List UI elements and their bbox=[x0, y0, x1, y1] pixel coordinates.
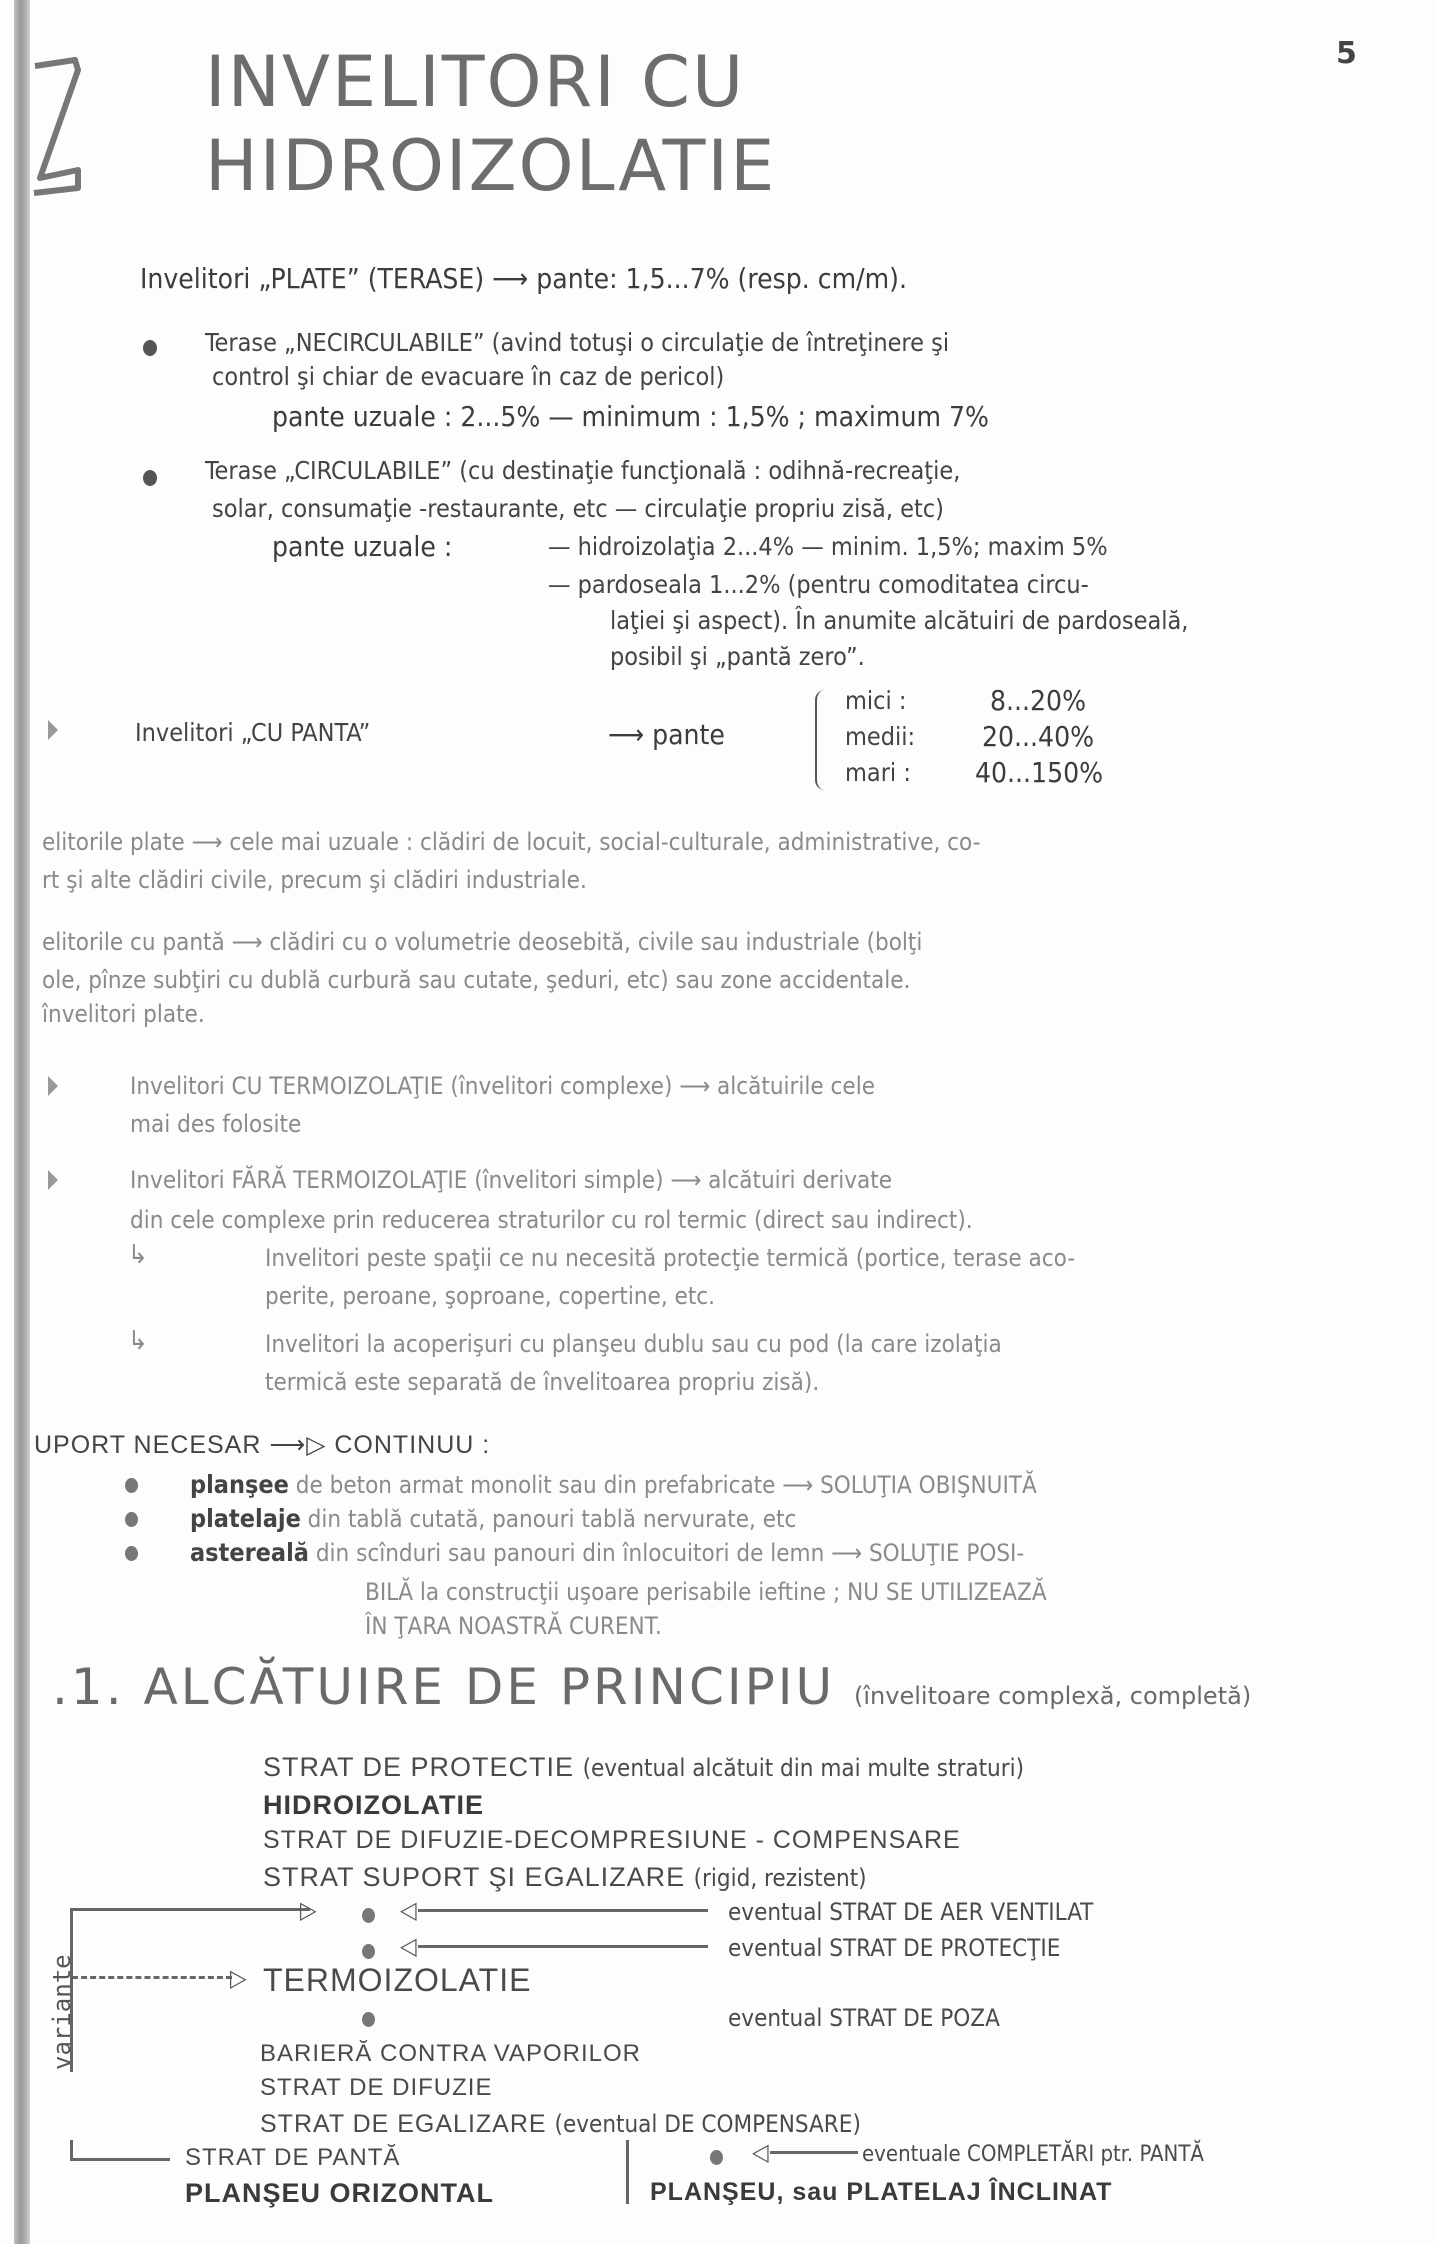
usage-panta-line2: ole, pînze subţiri cu dublă curbură sau cutate, şeduri, etc) sau zone accidentale. bbox=[42, 966, 911, 994]
divider-line bbox=[626, 2140, 629, 2204]
variant-dashed-line bbox=[72, 1976, 232, 1979]
range-value: 40...150% bbox=[975, 756, 1104, 789]
pointer-line bbox=[418, 1909, 708, 1912]
layer-panta: STRAT DE PANTĂ bbox=[185, 2144, 401, 2171]
bullet-icon bbox=[362, 1944, 375, 1959]
necirculabile-line1: Terase „NECIRCULABILE” (avind totuşi o circulaţie de întreţinere şi bbox=[205, 328, 950, 357]
circulabile-slopes-label: pante uzuale : bbox=[272, 530, 453, 563]
section-number: .1. bbox=[52, 1658, 125, 1716]
bullet-icon bbox=[125, 1546, 138, 1561]
arrow-right-icon: ▷ bbox=[300, 1896, 317, 1924]
bullet-icon bbox=[143, 340, 157, 356]
bullet-icon bbox=[143, 470, 157, 486]
pointer-line bbox=[770, 2151, 858, 2154]
bullet-icon bbox=[362, 1908, 375, 1923]
variant-bracket-top bbox=[70, 1908, 310, 1911]
chapter-number-outline bbox=[30, 48, 82, 198]
bullet-icon bbox=[710, 2150, 723, 2165]
layer-difuzie-decompresiune: STRAT DE DIFUZIE-DECOMPRESIUNE - COMPENSARE bbox=[263, 1826, 961, 1854]
layer-egalizare bbox=[260, 2110, 861, 2139]
suport-item-text: de beton armat monolit sau din prefabricate ⟶ SOLUŢIA OBIŞNUITĂ bbox=[288, 1471, 1037, 1499]
panta-label: Invelitori „CU PANTA” bbox=[135, 718, 371, 747]
bullet-icon bbox=[125, 1478, 138, 1493]
layer-planseu-orizontal: PLANŞEU ORIZONTAL bbox=[185, 2178, 494, 2208]
suport-heading-continuu: CONTINUU : bbox=[334, 1431, 491, 1459]
termo-fara-line2: din cele complexe prin reducerea straturilor cu rol termic (direct sau indirect). bbox=[130, 1206, 973, 1234]
section-heading bbox=[52, 1658, 1251, 1716]
suport-item-term: platelaje bbox=[190, 1504, 301, 1533]
variant-bracket-bottom bbox=[70, 2158, 170, 2161]
range-name: mici : bbox=[845, 686, 907, 715]
circulabile-note-line1: laţiei şi aspect). În anumite alcătuiri de pardoseală, bbox=[610, 606, 1189, 635]
termo-sub1-line2: perite, peroane, şoproane, copertine, etc. bbox=[265, 1282, 716, 1310]
page-title bbox=[205, 40, 776, 208]
usage-plate-line1: elitorile plate ⟶ cele mai uzuale : clădiri de locuit, social-culturale, administrative, co- bbox=[42, 828, 981, 856]
layer-note: (eventual DE COMPENSARE) bbox=[554, 2110, 861, 2138]
plate-heading: Invelitori „PLATE” (TERASE) ⟶ pante: 1,5...7% (resp. cm/m). bbox=[140, 262, 907, 295]
layer-bariera-vapori: BARIERĂ CONTRA VAPORILOR bbox=[260, 2040, 641, 2067]
range-name: mari : bbox=[845, 758, 911, 787]
variante-label: variante bbox=[48, 1954, 76, 2070]
suport-heading bbox=[34, 1430, 490, 1460]
section-marker-icon bbox=[48, 1170, 58, 1190]
arrow-left-icon: ◁ bbox=[752, 2138, 769, 2166]
necirculabile-line2: control şi chiar de evacuare în caz de pericol) bbox=[212, 362, 725, 391]
usage-panta-line1: elitorile cu pantă ⟶ clădiri cu o volumetrie deosebită, civile sau industriale (bolţi bbox=[42, 928, 923, 956]
page-number: 5 bbox=[1336, 36, 1357, 71]
layer-planseu-inclinat: PLANŞEU, sau PLATELAJ ÎNCLINAT bbox=[650, 2178, 1113, 2206]
hook-arrow-icon: ↳ bbox=[128, 1240, 148, 1270]
layer-suport-egalizare bbox=[263, 1862, 867, 1893]
range-value: 8...20% bbox=[990, 684, 1087, 717]
suport-item bbox=[190, 1470, 1037, 1499]
termo-sub2-line2: termică este separată de învelitoarea propriu zisă). bbox=[265, 1368, 820, 1396]
layer-label: STRAT DE EGALIZARE bbox=[260, 2110, 547, 2138]
circulabile-line1: Terase „CIRCULABILE” (cu destinaţie funcţională : odihnă-recreaţie, bbox=[205, 456, 961, 485]
circulabile-slope-pardoseala: — pardoseala 1...2% (pentru comoditatea circu- bbox=[548, 570, 1089, 599]
termo-fara-line1: Invelitori FĂRĂ TERMOIZOLAŢIE (învelitori simple) ⟶ alcătuiri derivate bbox=[130, 1166, 893, 1194]
termo-sub2-line1: Invelitori la acoperişuri cu planşeu dublu sau cu pod (la care izolaţia bbox=[265, 1330, 1002, 1358]
layer-note: (eventual alcătuit din mai multe straturi) bbox=[582, 1754, 1025, 1782]
section-marker-icon bbox=[48, 720, 58, 740]
arrow-left-icon: ◁ bbox=[400, 1896, 417, 1924]
circulabile-slope-hidro: — hidroizolaţia 2...4% — minim. 1,5%; maxim 5% bbox=[548, 532, 1108, 561]
layer-hidroizolatie: HIDROIZOLATIE bbox=[263, 1790, 484, 1820]
layer-label: STRAT DE PROTECTIE bbox=[263, 1752, 575, 1782]
usage-panta-line3: învelitori plate. bbox=[42, 1000, 205, 1028]
layer-note: (rigid, rezistent) bbox=[693, 1864, 867, 1892]
layer-protectie bbox=[263, 1752, 1024, 1783]
arrow-right-icon: ▷ bbox=[230, 1964, 247, 1992]
brace-icon bbox=[815, 690, 831, 790]
termo-cu-line2: mai des folosite bbox=[130, 1110, 302, 1138]
bullet-icon bbox=[362, 2012, 375, 2027]
suport-cont-line1: BILĂ la construcţii uşoare perisabile ieftine ; NU SE UTILIZEAZĂ bbox=[365, 1578, 1047, 1606]
circulabile-line2: solar, consumaţie -restaurante, etc — circulaţie propriu zisă, etc) bbox=[212, 494, 944, 523]
suport-item bbox=[190, 1504, 796, 1533]
section-marker-icon bbox=[48, 1076, 58, 1096]
layer-label: STRAT SUPORT ŞI EGALIZARE bbox=[263, 1862, 686, 1892]
suport-item bbox=[190, 1538, 1024, 1567]
termo-cu-line1: Invelitori CU TERMOIZOLAŢIE (învelitori complexe) ⟶ alcătuirile cele bbox=[130, 1072, 875, 1100]
suport-heading-text: UPORT NECESAR bbox=[34, 1431, 262, 1459]
layer-optional-completari: eventuale COMPLETĂRI ptr. PANTĂ bbox=[862, 2142, 1204, 2167]
suport-item-term: astereală bbox=[190, 1538, 309, 1567]
termo-sub1-line1: Invelitori peste spaţii ce nu necesită protecţie termică (portice, terase aco- bbox=[265, 1244, 1076, 1272]
binding-edge bbox=[14, 0, 30, 2244]
suport-item-text: din tablă cutată, panouri tablă nervurate, etc bbox=[300, 1505, 797, 1533]
page-title-line1: INVELITORI CU bbox=[205, 41, 746, 123]
page-title-line2: HIDROIZOLATIE bbox=[205, 125, 777, 207]
layer-termoizolatie: TERMOIZOLATIE bbox=[263, 1962, 532, 1998]
bullet-icon bbox=[125, 1512, 138, 1527]
range-value: 20...40% bbox=[982, 720, 1095, 753]
section-subtitle: (învelitoare complexă, completă) bbox=[854, 1682, 1252, 1710]
range-name: medii: bbox=[845, 722, 916, 751]
necirculabile-slopes: pante uzuale : 2...5% — minimum : 1,5% ; maximum 7% bbox=[272, 400, 989, 433]
suport-item-term: planşee bbox=[190, 1470, 289, 1499]
hook-arrow-icon: ↳ bbox=[128, 1326, 148, 1356]
usage-plate-line2: rt şi alte clădiri civile, precum şi clădiri industriale. bbox=[42, 866, 587, 894]
layer-optional-aer: eventual STRAT DE AER VENTILAT bbox=[728, 1898, 1094, 1926]
pointer-line bbox=[418, 1945, 708, 1948]
layer-optional-protectie: eventual STRAT DE PROTECŢIE bbox=[728, 1934, 1061, 1962]
circulabile-note-line2: posibil şi „pantă zero”. bbox=[610, 642, 865, 671]
panta-arrow-label: ⟶ pante bbox=[608, 718, 725, 751]
variant-bracket-lower bbox=[70, 2140, 73, 2160]
suport-cont-line2: ÎN ŢARA NOASTRĂ CURENT. bbox=[365, 1612, 662, 1640]
arrow-left-icon: ◁ bbox=[400, 1932, 417, 1960]
layer-optional-poza: eventual STRAT DE POZA bbox=[728, 2004, 1000, 2032]
arrow-right-icon: ⟶▷ bbox=[269, 1431, 335, 1459]
layer-difuzie: STRAT DE DIFUZIE bbox=[260, 2074, 493, 2101]
section-title: ALCĂTUIRE DE PRINCIPIU bbox=[143, 1658, 836, 1716]
suport-item-text: din scînduri sau panouri din înlocuitori de lemn ⟶ SOLUŢIE POSI- bbox=[308, 1539, 1025, 1567]
